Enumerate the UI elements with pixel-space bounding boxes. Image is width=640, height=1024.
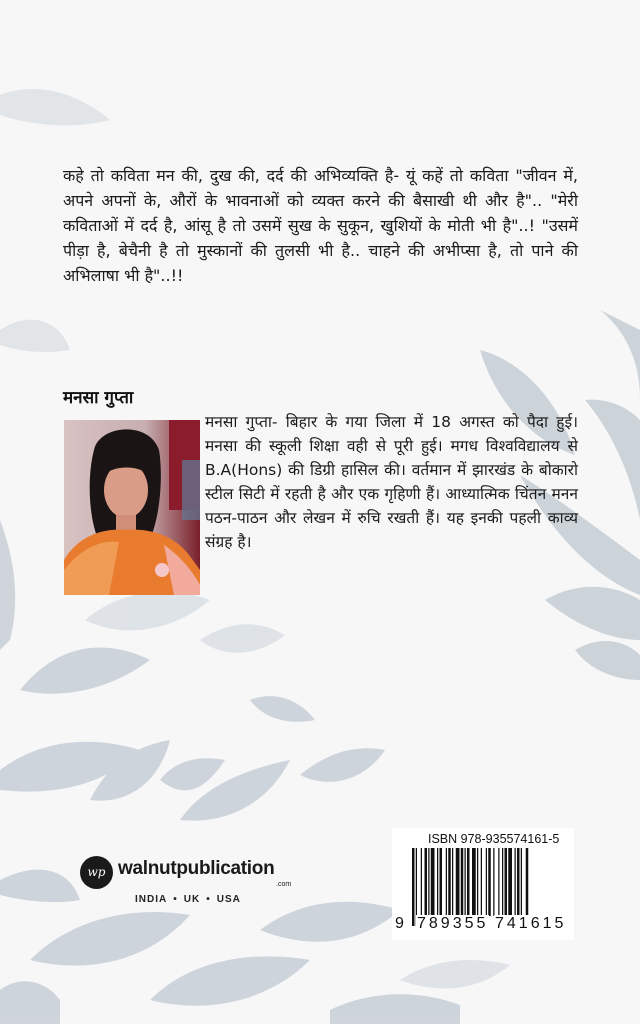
barcode-bar bbox=[515, 848, 516, 916]
barcode-bar bbox=[498, 848, 499, 916]
barcode-bar bbox=[486, 848, 487, 916]
barcode-bar bbox=[505, 848, 508, 916]
barcode-bar bbox=[456, 848, 460, 916]
barcode-bar bbox=[502, 848, 503, 916]
author-photo bbox=[64, 420, 200, 595]
publisher-domain: .com bbox=[276, 881, 292, 888]
publisher-logo bbox=[80, 854, 310, 914]
country-uk: UK bbox=[183, 894, 201, 905]
barcode-bar bbox=[467, 848, 470, 916]
author-name-heading: मनसा गुप्ता bbox=[63, 388, 134, 408]
barcode-bar bbox=[428, 848, 429, 916]
barcode-bar bbox=[488, 848, 491, 916]
isbn-label: ISBN 978-935574161-5 bbox=[428, 832, 560, 846]
isbn-barcode bbox=[392, 828, 574, 940]
barcode-digit-prefix: 9 bbox=[395, 915, 404, 932]
barcode-bar bbox=[452, 848, 453, 916]
barcode-bar bbox=[446, 848, 447, 916]
back-cover-blurb: कहे तो कविता मन की, दुख की, दर्द की अभिव्यक्ति है- यूं कहें तो कविता "जीवन में, अपने अपनों के, औरों के भावनाओं को व्यक्त करने की बैसाखी थी और है".. "मेरी कविताओं में दर्द है, आंसू है तो उसमें सुख के सुकून, खुशियों के मोती भी है"..! "उसमें पीड़ा है, बेचैनी है तो मुस्कानों की तुलसी भी है.. चाहने की अभीप्सा है, तो पाने की अभिलाषा भी है"..!! bbox=[63, 166, 578, 285]
barcode-bar bbox=[448, 848, 451, 916]
barcode-bar bbox=[461, 848, 464, 916]
barcode-bar bbox=[477, 848, 478, 916]
country-india: INDIA bbox=[135, 894, 168, 905]
barcode-bar bbox=[425, 848, 428, 916]
author-bio: मनसा गुप्ता- बिहार के गया जिला में 18 अगस्त को पैदा हुई। मनसा की स्कूली शिक्षा वही से पूरी हुई। मगध विश्वविद्यालय से B.A(Hons) की डिग्री हासिल की। वर्तमान में झारखंड के बोकारो स्टील सिटी में रहती है और एक गृहिणी हैं। आध्यात्मिक चिंतन मनन पठन-पाठन और लेखन में रुचि रखती हैं। यह इनकी पहली काव्य संग्रह है। bbox=[205, 413, 578, 551]
barcode-bar bbox=[421, 848, 422, 916]
country-usa: USA bbox=[216, 894, 241, 905]
barcode-digit-group-left: 789355 bbox=[417, 915, 489, 932]
barcode-digit-group-right: 741615 bbox=[495, 915, 567, 932]
publisher-name: walnutpublication bbox=[118, 858, 275, 879]
barcode-bar bbox=[481, 848, 482, 916]
barcode-bar bbox=[521, 848, 522, 916]
barcode-bar bbox=[440, 848, 443, 916]
barcode-bar bbox=[437, 848, 438, 916]
barcode-bar bbox=[508, 848, 512, 916]
barcode-bar bbox=[517, 848, 520, 916]
separator-dot: • bbox=[206, 894, 211, 905]
barcode-bar bbox=[431, 848, 435, 916]
separator-dot: • bbox=[173, 894, 178, 905]
publisher-countries bbox=[135, 894, 241, 905]
walnut-logo-icon: wp bbox=[80, 856, 113, 889]
barcode-bar bbox=[493, 848, 494, 916]
barcode-bar bbox=[412, 848, 415, 926]
barcode-bar bbox=[472, 848, 476, 916]
barcode-bar bbox=[465, 848, 466, 916]
